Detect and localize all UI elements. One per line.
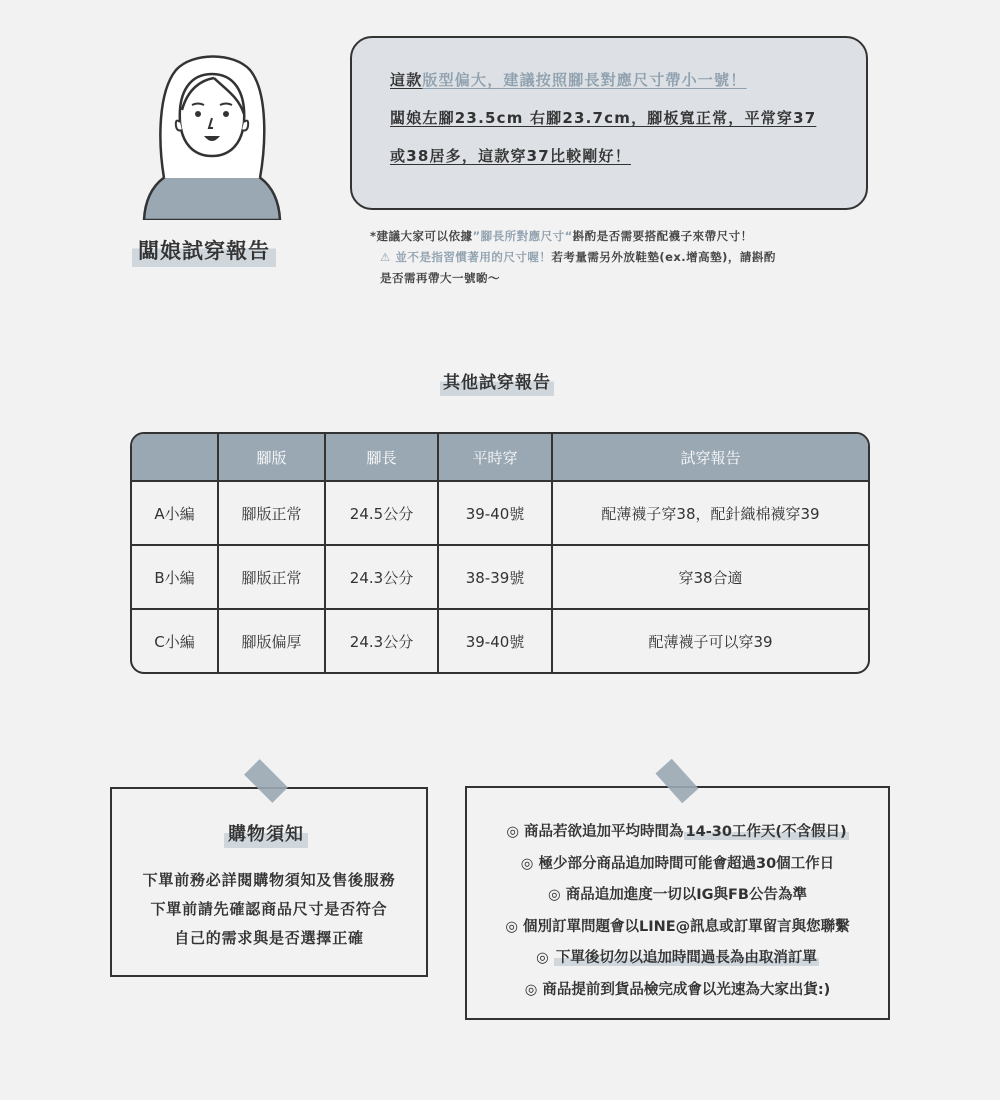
boss-avatar-illustration (142, 52, 282, 220)
boss-report-title: 闆娘試穿報告 (132, 236, 276, 267)
cell-usual-size: 38-39號 (438, 545, 552, 609)
cell-name: B小編 (132, 545, 218, 609)
bubble-line-2-text: 闆娘左腳23.5cm 右腳23.7cm，腳板寬正常，平常穿37 (390, 109, 817, 127)
boss-speech-bubble (350, 36, 868, 210)
shopping-notice-text (110, 866, 428, 953)
shopping-line: 自己的需求與是否選擇正確 (174, 929, 364, 947)
bubble-line-3 (390, 146, 866, 166)
note-1-a: *建議大家可以依據 (370, 229, 473, 243)
header-foot-length: 腳長 (325, 434, 438, 481)
note-2-accent: 並不是指習慣著用的尺寸喔！ (395, 250, 552, 264)
item-text: ◎ 個別訂單問題會以LINE@訊息或訂單留言與您聯繫 (505, 918, 850, 935)
header-foot-type: 腳版 (218, 434, 325, 481)
item-text: ◎ 商品若欲追加平均時間為 (506, 824, 684, 840)
cell-foot-length: 24.3公分 (325, 609, 438, 673)
cell-usual-size: 39-40號 (438, 481, 552, 545)
table-row (132, 481, 868, 545)
cell-foot-length: 24.3公分 (325, 545, 438, 609)
cell-report: 穿38合適 (552, 545, 868, 609)
other-reports-title: 其他試穿報告 (440, 370, 554, 396)
note-line-2 (370, 247, 890, 268)
list-item (465, 849, 890, 881)
bubble-line-3-text: 或38居多，這款穿37比較剛好！ (390, 147, 631, 165)
item-highlight: 14-30工作天(不含假日) (685, 824, 847, 840)
header-name (132, 434, 218, 481)
cell-usual-size: 39-40號 (438, 609, 552, 673)
note-line-1 (370, 226, 890, 247)
bubble-line-1-lead: 這款 (390, 71, 423, 89)
item-text: ◎ 商品提前到貨品檢完成會以光速為大家出貨:) (524, 981, 831, 998)
table-row (132, 545, 868, 609)
list-item (465, 880, 890, 912)
bubble-line-1-accent: 版型偏大，建議按照腳長對應尺寸帶小一號！ (422, 71, 747, 89)
shopping-notice-title: 購物須知 (224, 821, 308, 848)
bubble-line-2 (390, 108, 866, 128)
header-report: 試穿報告 (552, 434, 868, 481)
shopping-line: 下單前務必詳閱購物須知及售後服務 (142, 871, 396, 889)
note-1-c: 斟酌是否需要搭配襪子來帶尺寸！ (572, 229, 753, 243)
cell-foot-type: 腳版正常 (218, 481, 325, 545)
service-info-list (465, 817, 890, 1007)
item-text: ◎ (536, 950, 554, 967)
item-text: ◎ 極少部分商品追加時間可能會超過30個工作日 (520, 855, 835, 872)
note-1-accent: ”腳長所對應尺寸“ (472, 229, 573, 243)
table-row (132, 609, 868, 673)
list-item (465, 975, 890, 1007)
note-2-b: 若考量需另外放鞋墊(ex.增高墊)，請斟酌 (551, 250, 776, 264)
note-line-3: 是否需再帶大一號喲～ (380, 271, 500, 285)
list-item (465, 943, 890, 975)
table-header-row (132, 434, 868, 481)
cell-name: A小編 (132, 481, 218, 545)
list-item (465, 912, 890, 944)
try-on-table (130, 432, 870, 674)
cell-foot-length: 24.5公分 (325, 481, 438, 545)
shopping-line: 下單前請先確認商品尺寸是否符合 (150, 900, 388, 918)
cell-report: 配薄襪子可以穿39 (552, 609, 868, 673)
cell-foot-type: 腳版正常 (218, 545, 325, 609)
item-text: ◎ 商品追加進度一切以IG與FB公告為準 (548, 887, 807, 904)
bubble-line-1 (390, 70, 866, 90)
cell-foot-type: 腳版偏厚 (218, 609, 325, 673)
list-item (465, 817, 890, 849)
header-usual-size: 平時穿 (438, 434, 552, 481)
item-highlight: 下單後切勿以追加時間過長為由取消訂單 (555, 950, 817, 967)
cell-name: C小編 (132, 609, 218, 673)
warning-icon: ⚠ (380, 250, 391, 264)
sizing-notes (370, 226, 890, 289)
cell-report: 配薄襪子穿38，配針織棉襪穿39 (552, 481, 868, 545)
